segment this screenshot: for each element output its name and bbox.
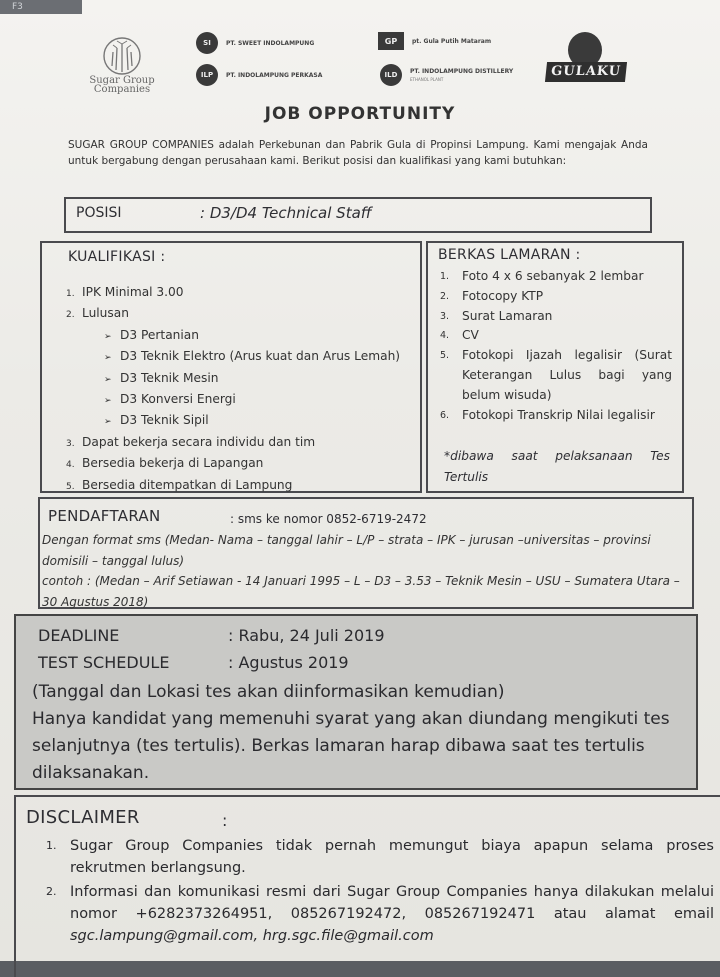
test-schedule-label: TEST SCHEDULE xyxy=(38,653,170,672)
list-subitem: ➢ D3 Teknik Elektro (Arus kuat dan Arus Lemah) xyxy=(66,347,400,368)
sgc-logo-text: Sugar Group Companies xyxy=(89,75,155,95)
list-item: 5. Fotokopi Ijazah legalisir (Surat Keterangan Lulus bagi yang belum wisuda) xyxy=(440,348,672,402)
posisi-label: POSISI xyxy=(76,205,122,221)
company-emblem-icon: SI xyxy=(196,32,218,54)
logo-header xyxy=(76,28,636,100)
company-sweet-indolampung xyxy=(196,32,314,54)
list-item: 4. Bersedia bekerja di Lapangan xyxy=(66,456,264,471)
format-text: Dengan format sms (Medan- Nama – tanggal lahir – L/P – strata – IPK – jurusan –universitas – provinsi domisili – tanggal lulus) xyxy=(42,533,651,568)
arrow-bullet-icon: ➢ xyxy=(104,353,112,364)
sgc-logo xyxy=(80,36,164,94)
arrow-bullet-icon: ➢ xyxy=(104,331,112,342)
list-item: 2. Informasi dan komunikasi resmi dari Sugar Group Companies hanya dilakukan melalui nomor +6282373264951, 085267192472, 085267192471 atau alamat email sgc.lampung@gmail.com, hrg.sgc.file@gmail.com xyxy=(46,884,714,944)
page-title: JOB OPPORTUNITY xyxy=(264,104,456,124)
kualifikasi-box xyxy=(40,241,422,493)
berkas-box xyxy=(426,241,684,493)
berkas-note: *dibawa saat pelaksanaan Tes Tertulis xyxy=(444,449,670,484)
arrow-bullet-icon: ➢ xyxy=(104,374,112,385)
berkas-heading: BERKAS LAMARAN : xyxy=(438,247,581,263)
deadline-text xyxy=(32,679,692,787)
company-name: PT. INDOLAMPUNG DISTILLERY ETHANOL PLANT xyxy=(410,68,514,82)
kualifikasi-heading: KUALIFIKASI : xyxy=(68,249,166,265)
contact-emails: sgc.lampung@gmail.com, hrg.sgc.file@gmail.com xyxy=(70,928,434,944)
list-subitem: ➢ D3 Konversi Energi xyxy=(66,390,400,411)
posisi-box xyxy=(64,197,652,233)
example-text: contoh : (Medan – Arif Setiawan - 14 Januari 1995 – L – D3 – 3.53 – Teknik Mesin – USU – Sumatera Utara – 30 Agustus 2018) xyxy=(42,574,680,609)
company-emblem-icon: ILD xyxy=(380,64,402,86)
company-gula-putih-mataram xyxy=(378,32,491,50)
list-subitem: ➢ D3 Teknik Mesin xyxy=(66,369,400,390)
disclaimer-box xyxy=(14,795,720,977)
sms-format xyxy=(42,530,682,612)
list-item: 1. Sugar Group Companies tidak pernah memungut biaya apapun selama proses rekrutmen berlangsung. xyxy=(46,838,714,876)
test-instructions: Hanya kandidat yang memenuhi syarat yang akan diundang mengikuti tes selanjutnya (tes tertulis). Berkas lamaran harap dibawa saat tes tertulis dilaksanakan. xyxy=(32,709,670,783)
list-item: 5. Bersedia ditempatkan di Lampung xyxy=(66,477,293,492)
pendaftaran-heading: PENDAFTARAN xyxy=(48,507,161,525)
disclaimer-heading: DISCLAIMER xyxy=(26,807,140,828)
corner-tag: F3 xyxy=(0,0,82,14)
list-subitem: ➢ D3 Teknik Sipil xyxy=(66,411,400,432)
disclaimer-list xyxy=(46,835,714,949)
list-subitem: ➢ D3 Pertanian xyxy=(66,326,400,347)
list-item: 2. Lulusan xyxy=(66,306,129,321)
company-subtitle: ETHANOL PLANT xyxy=(410,77,444,82)
list-item: 4. CV xyxy=(440,328,479,343)
deadline-label: DEADLINE xyxy=(38,626,120,645)
kualifikasi-list xyxy=(66,283,400,497)
company-name: PT. INDOLAMPUNG PERKASA xyxy=(226,71,323,79)
company-emblem-icon: GP xyxy=(378,32,404,50)
berkas-list xyxy=(440,267,672,425)
list-item: 6. Fotokopi Transkrip Nilai legalisir xyxy=(440,407,655,422)
list-item: 1. IPK Minimal 3.00 xyxy=(66,285,184,299)
company-name: pt. Gula Putih Mataram xyxy=(412,37,492,45)
list-item: 2. Fotocopy KTP xyxy=(440,288,544,303)
company-name: PT. SWEET INDOLAMPUNG xyxy=(226,39,315,47)
intro-paragraph: SUGAR GROUP COMPANIES adalah Perkebunan dan Pabrik Gula di Propinsi Lampung. Kami mengajak Anda untuk bergabung dengan perusahaan kami. Berikut posisi dan kualifikasi yang kami butuhkan: xyxy=(68,139,648,167)
arrow-bullet-icon: ➢ xyxy=(104,417,112,428)
list-item: 1. Foto 4 x 6 sebanyak 2 lembar xyxy=(440,269,644,283)
deadline-value: : Rabu, 24 Juli 2019 xyxy=(228,626,385,645)
company-indolampung-distillery xyxy=(380,64,513,86)
list-item: 3. Dapat bekerja secara individu dan tim xyxy=(66,434,316,449)
sms-number: : sms ke nomor 0852-6719-2472 xyxy=(230,512,427,526)
list-item: 3. Surat Lamaran xyxy=(440,308,553,323)
test-info: (Tanggal dan Lokasi tes akan diinformasikan kemudian) xyxy=(32,682,505,702)
gulaku-banner: GULAKU xyxy=(545,62,627,82)
company-indolampung-perkasa xyxy=(196,64,322,86)
company-emblem-icon: ILP xyxy=(196,64,218,86)
arrow-bullet-icon: ➢ xyxy=(104,396,112,407)
disclaimer-colon: : xyxy=(222,811,228,830)
posisi-value: : D3/D4 Technical Staff xyxy=(200,204,372,222)
deadline-box xyxy=(14,614,698,790)
sugarcane-icon xyxy=(102,36,142,76)
gulaku-logo xyxy=(542,32,632,92)
pendaftaran-box xyxy=(38,497,694,609)
test-schedule-value: : Agustus 2019 xyxy=(228,653,349,672)
